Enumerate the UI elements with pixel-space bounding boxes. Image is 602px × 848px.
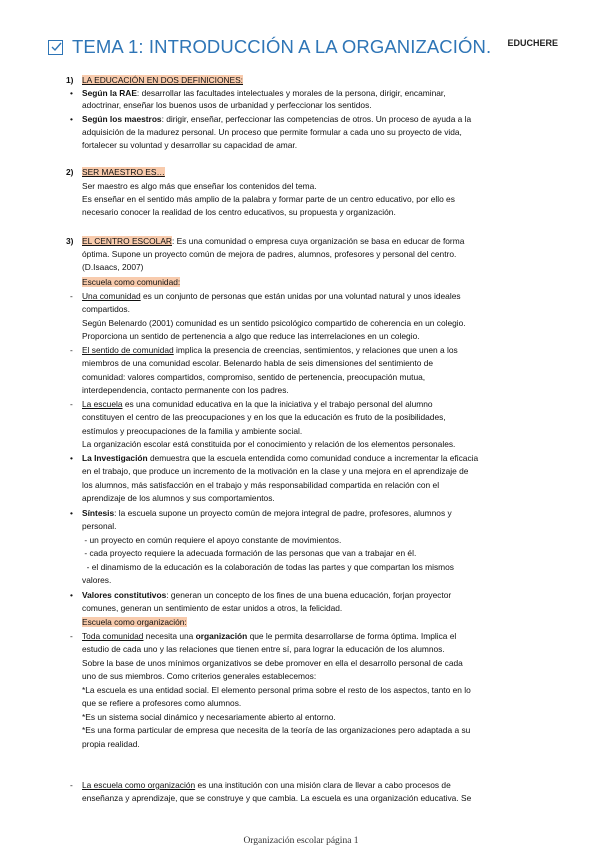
text-line: La organización escolar está constituida por el conocimiento y relación de los elementos personales. <box>82 439 456 449</box>
text-line: (D.Isaacs, 2007) <box>82 262 144 272</box>
valores-constitutivos: Valores constitutivos: generan un concepto de los fines de una buena educación, forjan proyector <box>82 590 452 600</box>
page-title: TEMA 1: INTRODUCCIÓN A LA ORGANIZACIÓN. <box>72 36 492 57</box>
text-line: - el dinamismo de la educación es la colaboración de todas las partes y que compartan los mismos <box>82 562 454 572</box>
bullet-icon: • <box>70 590 73 600</box>
dash-icon: - <box>70 631 73 641</box>
subheading-comunidad: Escuela como comunidad: <box>82 277 181 287</box>
text-line: - un proyecto en común requiere el apoyo constante de movimientos. <box>82 535 342 545</box>
dash-icon: - <box>70 780 73 790</box>
bullet-icon: • <box>70 508 73 518</box>
text-line: óptima. Supone un proyecto común de mejora de padres, alumnos, profesores y personal del centro. <box>82 249 457 259</box>
text-line: uno de sus miembros. Como criterios generales establecemos: <box>82 671 317 681</box>
text-line: comunidad: valores compartidos, compromiso, sentido de pertenencia, preocupación mutua, <box>82 372 426 382</box>
text-line: *La escuela es una entidad social. El elemento personal prima sobre el resto de los aspectos, tanto en lo <box>82 685 471 695</box>
text-line: adoctrinar, enseñar los buenos usos de urbanidad y perfeccionar los sentidos. <box>82 100 372 110</box>
text-line: necesario conocer la realidad de los centro educativos, su propuesta y organización. <box>82 207 396 217</box>
section-1-number: 1) <box>66 75 74 85</box>
text-line: personal. <box>82 521 117 531</box>
dash-icon: - <box>70 345 73 355</box>
dash-icon: - <box>70 399 73 409</box>
bullet-icon: • <box>70 453 73 463</box>
text-line: Proporciona un sentido de pertenencia a algo que reduce las interrelaciones en un colegio. <box>82 331 420 341</box>
text-line: comunes, generan un sentimiento de estar unidos a otros, la felicidad. <box>82 603 343 613</box>
dash-icon: - <box>70 291 73 301</box>
rae-definition: Según la RAE: desarrollar las facultades intelectuales y morales de la persona, dirigir, encaminar, <box>82 88 446 98</box>
section-3-heading: EL CENTRO ESCOLAR: Es una comunidad o empresa cuya organización se basa en educar de forma <box>82 236 465 246</box>
escuela-definition: La escuela es una comunidad educativa en la que la iniciativa y el trabajo personal del alumno <box>82 399 433 409</box>
text-line: enseñanza y aprendizaje, que se construye y que cambia. La escuela es una organización educativa. Se <box>82 793 472 803</box>
section-2-number: 2) <box>66 167 74 177</box>
text-line: miembros de una comunidad escolar. Belenardo habla de seis dimensiones del sentimiento de <box>82 358 434 368</box>
text-line: compartidos. <box>82 304 130 314</box>
escuela-organizacion: La escuela como organización es una institución con una misión clara de llevar a cabo procesos de <box>82 780 451 790</box>
maestros-definition: Según los maestros: dirigir, enseñar, perfeccionar las competencias de otros. Un proceso de ayuda a la <box>82 114 472 124</box>
text-line: los alumnos, más satisfacción en el trabajo y más responsabilidad compartida en relación con el <box>82 480 440 490</box>
sentido-comunidad: El sentido de comunidad implica la presencia de creencias, sentimientos, y relaciones que unen a los <box>82 345 458 355</box>
text-line: - cada proyecto requiere la adecuada formación de las personas que van a trabajar en él. <box>82 548 417 558</box>
comunidad-definition: Una comunidad es un conjunto de personas que están unidas por una voluntad natural y unos ideales <box>82 291 461 301</box>
text-line: Es enseñar en el sentido más amplio de la palabra y formar parte de un centro educativo, por ello es <box>82 194 455 204</box>
text-line: fortalecer su voluntad y desarrollar su capacidad de amar. <box>82 140 298 150</box>
section-1-heading: LA EDUCACIÓN EN DOS DEFINICIONES: <box>82 75 244 85</box>
section-2-heading: SER MAESTRO ES… <box>82 167 165 177</box>
bullet-icon: • <box>70 88 73 98</box>
text-line: constituyen el centro de las preocupaciones y en los que la educación es fruto de la posibilidades, <box>82 412 446 422</box>
text-line: aprendizaje de los alumnos y sus comportamientos. <box>82 493 275 503</box>
text-line: en el trabajo, que produce un incremento de la motivación en la clase y una mejora en el aprendizaje de <box>82 466 469 476</box>
checkbox-checked-icon <box>48 40 63 55</box>
text-line: interdependencia, contacto permanente con los padres. <box>82 385 289 395</box>
text-line: que se refiere a profesores como alumnos. <box>82 698 242 708</box>
text-line: Ser maestro es algo más que enseñar los contenidos del tema. <box>82 181 317 191</box>
page-header <box>48 36 558 64</box>
text-line: adquisición de la madurez personal. Un proceso que permite formular a cada uno su proyecto de vida, <box>82 127 462 137</box>
subheading-organizacion: Escuela como organización: <box>82 617 187 627</box>
text-line: Según Belenardo (2001) comunidad es un sentido psicológico compartido de coherencia en un colegio. <box>82 318 466 328</box>
text-line: estímulos y preocupaciones de la familia y ambiente social. <box>82 426 303 436</box>
text-line: *Es un sistema social dinámico y necesariamente abierto al entorno. <box>82 712 336 722</box>
toda-comunidad: Toda comunidad necesita una organización que le permita desarrollarse de forma óptima. Implica el <box>82 631 457 641</box>
brand-label: EDUCHERE <box>507 38 558 48</box>
investigacion: La Investigación demuestra que la escuela entendida como comunidad conduce a incrementar la eficacia <box>82 453 479 463</box>
text-line: valores. <box>82 575 112 585</box>
section-3-number: 3) <box>66 236 74 246</box>
page-footer: Organización escolar página 1 <box>243 836 359 846</box>
text-line: estudio de cada uno y las relaciones que tienen entre sí, para lograr la educación de los alumnos. <box>82 644 445 654</box>
bullet-icon: • <box>70 114 73 124</box>
text-line: Sobre la base de unos mínimos organizativos se debe promover en ella el desarrollo personal de cada <box>82 658 463 668</box>
text-line: propia realidad. <box>82 739 140 749</box>
text-line: *Es una forma particular de empresa que necesita de la teoría de las organizaciones pero adaptada a su <box>82 725 471 735</box>
sintesis: Síntesis: la escuela supone un proyecto común de mejora integral de padre, profesores, alumnos y <box>82 508 452 518</box>
